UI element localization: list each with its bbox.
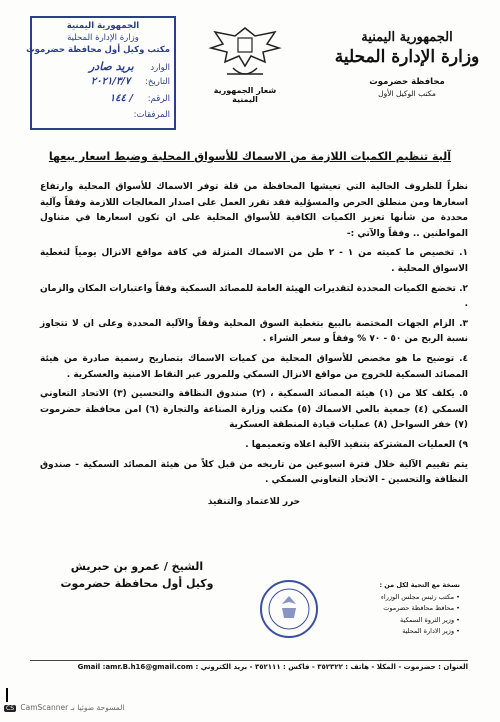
stamp-republic: الجمهورية اليمنية <box>66 21 140 31</box>
document-title: آلية تنظيم الكميات اللازمة من الاسماك للأسواق المحلية وضبط اسعار بيعها <box>48 150 452 163</box>
list-item: • محافظ محافظة حضرموت <box>383 604 460 612</box>
copies-list <box>342 580 460 638</box>
copies-heading: نسخة مع التحية لكل من : <box>379 581 460 589</box>
emblem-caption: شعار الجمهورية اليمنية <box>213 86 277 104</box>
margin-mark <box>6 688 8 702</box>
intro-paragraph: نظراً للظروف الحالية التي تعيشها المحافظة من قلة توفر الاسماك للأسواق المحلية وارتفاع اسعارها ومن منطلق الحرص والمسؤلية فقد تقرر العمل على اصدار المعالجات اللازمة وفقاً وآلية محددة من شأنها تعزيز الكميات الكافية للأسواق المحلية على ان تكون اسعارها في متناول المواطنين .. وفقاً والآتي :- <box>40 182 468 239</box>
review-paragraph: يتم تقييم الآلية خلال فترة اسبوعين من تاريخه من قبل كلاً من هيئة المصائد السمكية - صندوق النظافة والتحسين - الاتحاد التعاوني السمكي . <box>40 459 468 486</box>
scanner-text: CamScanner المسوحة ضوئيا بـ <box>20 703 125 712</box>
governorate-name: محافظة حضرموت <box>369 77 445 87</box>
stamp-date-value: ٢٠٢١/٣/٧ <box>90 76 131 87</box>
list-item: • مكتب رئيس مجلس الوزراء <box>380 592 460 601</box>
signatory-role: وكيل أول محافظة حضرموت <box>60 577 214 590</box>
official-seal-icon <box>258 578 320 640</box>
stamp-received-value: بريد صادر <box>88 60 134 73</box>
stamp-received-label: الوارد <box>150 63 170 73</box>
ministry-name: وزارة الإدارة المحلية <box>334 47 480 67</box>
list-item: ٢. تخضع الكميات المحددة لتقديرات الهيئة العامة للمصائد السمكية وفقاً واعتبارات المكان والزمان . <box>40 283 468 310</box>
document-body <box>40 180 468 514</box>
list-item: ١. تخصيص ما كميته من ١ - ٢ طن من الاسماك المنزلة في كافة مواقع الانزال يومياً لتغطية الاسواق المحلية . <box>40 248 468 274</box>
stamp-date-row <box>36 76 170 87</box>
stamp-number-row <box>36 93 170 104</box>
letterhead <box>332 30 482 98</box>
stamp-number-value: / ١٤٤ <box>109 93 134 104</box>
office-name: مكتب الوكيل الأول <box>378 89 436 98</box>
scanner-watermark <box>4 703 124 712</box>
letter-footer: العنوان : حضرموت - المكلا - هاتف : ٣٥٢٣٢٢ - فاكس : ٣٥٢١١١ - بريد الكتروني : Gmail :amr.B.h16@gmail.com <box>30 660 468 671</box>
registry-stamp <box>26 16 176 130</box>
stamp-office: مكتب وكيل أول محافظة حضرموت <box>26 45 170 55</box>
stamp-number-label: الرقم: <box>147 94 170 104</box>
stamp-received-row <box>36 60 170 73</box>
national-emblem-icon <box>205 22 285 104</box>
list-item: ٩) العمليات المشتركة بتنفيذ الآلية اعلاه وتعميمها . <box>245 439 468 450</box>
stamp-attachments-label: المرفقات: <box>133 110 170 120</box>
list-item: • وزير الثروة السمكية <box>400 615 460 624</box>
signatory-name: الشيخ / عمرو بن حبريش <box>70 560 204 573</box>
stamp-date-label: التاريخ: <box>145 77 170 87</box>
camscanner-icon: CS <box>6 705 14 712</box>
list-item: ٥. يكلف كلا من (١) هيئة المصائد السمكية ، (٢) صندوق النظافة والتحسين (٣) الاتحاد التعاوني السمكي (٤) جمعية بالعي الاسماك (٥) مكتب وزارة الصناعة والتجارة (٦) امن محافظة حضرموت (٧) خفر السواحل (٨) عمليات قيادة المنطقة العسكرية <box>40 389 468 431</box>
list-item: ٣. الزام الجهات المختصة بالبيع بتغطية السوق المحلية وفقاً والآلية المحددة وعلى ان لا تتجاوز نسبة الربح من ٥٠ - ٧٠ % وفقاً و سعر الشراء . <box>40 318 468 345</box>
closing-line: حرر للاعتماد والتنفيذ <box>207 496 301 507</box>
stamp-ministry: وزارة الإدارة المحلية <box>67 33 139 43</box>
list-item: ٤. توضيح ما هو مخصص للأسواق المحلية من كميات الاسماك بتصاريح رسمية صادرة من هيئة المصائد السمكية للخروج من مواقع الانزال السمكي وللمرور عبر النقاط الامنية والعسكرية . <box>40 353 468 380</box>
signature-block <box>32 560 242 590</box>
republic-name: الجمهورية اليمنية <box>361 30 453 45</box>
list-item: • وزير الادارة المحلية <box>402 627 460 635</box>
